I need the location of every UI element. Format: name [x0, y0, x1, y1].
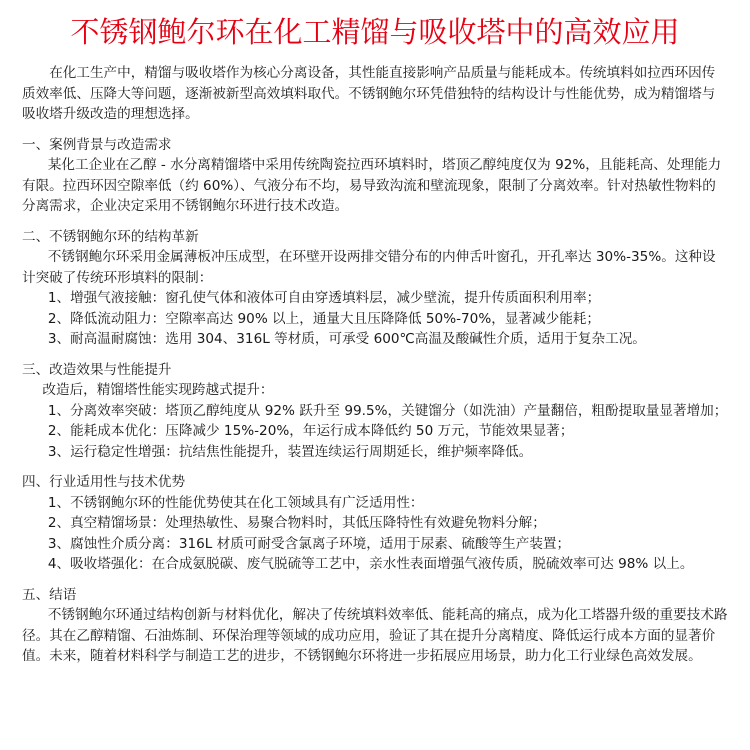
section-body: 某化工企业在乙醇 - 水分离精馏塔中采用传统陶瓷拉西环填料时，塔顶乙醇纯度仅为 92%，且能耗高、处理能力有限。拉西环因空隙率低（约 60%）、气液分布不均，易导致沟流和壁流现象，限制了分离效率。针对热敏性物料的分离需求，企业决定采用不锈钢鲍尔环进行技术改造。: [22, 157, 722, 214]
list-item: 2、能耗成本优化：压降减少 15%-20%，年运行成本降低约 50 万元，节能效果显著；: [47, 423, 574, 439]
list-item: 1、分离效率突破：塔顶乙醇纯度从 92% 跃升至 99.5%，关键馏分（如洗油）产量翻倍，粗酚提取量显著增加；: [47, 402, 728, 419]
page-title: 不锈钢鲍尔环在化工精馏与吸收塔中的高效应用: [70, 15, 680, 49]
list-item: 3、运行稳定性增强：抗结焦性能提升，装置连续运行周期延长，维护频率降低。: [47, 443, 533, 460]
list-item: 2、真空精馏场景：处理热敏性、易聚合物料时，其低压降特性有效避免物料分解；: [47, 515, 546, 531]
section-body: 不锈钢鲍尔环采用金属薄板冲压成型，在环壁开设两排交错分布的内伸舌叶窗孔，开孔率达 30%-35%。这种设计突破了传统环形填料的限制：: [22, 249, 716, 286]
section-results: [22, 360, 728, 463]
list-item: 3、耐高温耐腐蚀：选用 304、316L 等材质，可承受 600℃高温及酸碱性介质，适用于复杂工况。: [47, 331, 646, 347]
list-item: 2、降低流动阻力：空隙率高达 90% 以上，通量大且压降降低 50%-70%，显著减少能耗；: [47, 310, 600, 327]
section-heading: 三、改造效果与性能提升: [22, 361, 172, 378]
list-item: 1、增强气液接触：窗孔使气体和液体可自由穿透填料层，减少壁流，提升传质面积利用率；: [47, 290, 601, 306]
section-structure: [22, 227, 728, 350]
section-heading: 五、结语: [22, 586, 77, 603]
section-applicability: [22, 472, 728, 575]
section-body: 不锈钢鲍尔环通过结构创新与材料优化，解决了传统填料效率低、能耗高的痛点，成为化工塔器升级的重要技术路径。其在乙醇精馏、石油炼制、环保治理等领域的成功应用，验证了其在提升分离精度、降低运行成本方面的显著价值。未来，随着材料科学与制造工艺的进步，不锈钢鲍尔环将进一步拓展应用场景，助力化工行业绿色高效发展。: [22, 607, 728, 664]
section-heading: 四、行业适用性与技术优势: [22, 474, 186, 490]
section-body: 改造后，精馏塔性能实现跨越式提升：: [42, 382, 274, 398]
list-item: 3、腐蚀性介质分离：316L 材质可耐受含氯离子环境，适用于尿素、硫酸等生产装置；: [47, 535, 571, 552]
section-heading: 二、不锈钢鲍尔环的结构革新: [22, 228, 199, 245]
section-background: [22, 135, 728, 217]
list-item: 1、不锈钢鲍尔环的性能优势使其在化工领域具有广泛适用性：: [47, 494, 424, 511]
intro-paragraph: 在化工生产中，精馏与吸收塔作为核心分离设备，其性能直接影响产品质量与能耗成本。传统填料如拉西环因传质效率低、压降大等问题，逐渐被新型高效填料取代。不锈钢鲍尔环凭借独特的结构设计与性能优势，成为精馏塔与吸收塔升级改造的理想选择。: [22, 65, 716, 122]
section-conclusion: [22, 585, 728, 667]
section-heading: 一、案例背景与改造需求: [22, 136, 172, 153]
list-item: 4、吸收塔强化：在合成氨脱碳、废气脱硫等工艺中，亲水性表面增强气液传质，脱硫效率可达 98% 以上。: [47, 556, 694, 572]
